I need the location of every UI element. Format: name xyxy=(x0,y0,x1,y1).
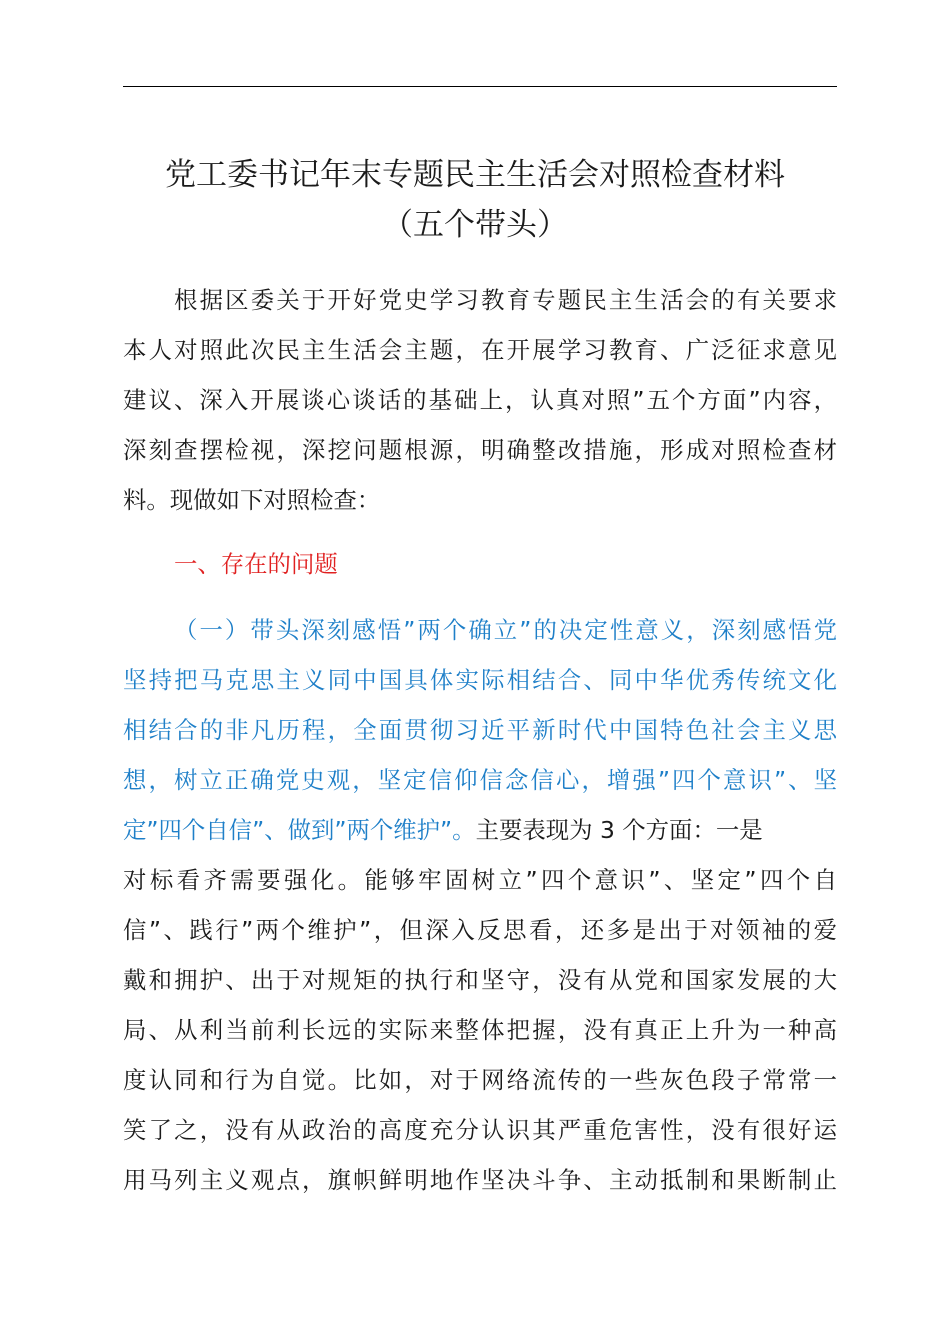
document-title: 党工委书记年末专题民主生活会对照检查材料 xyxy=(165,157,785,193)
intro-line: 深刻查摆检视，深挖问题根源，明确整改措施，形成对照检查材 xyxy=(123,436,837,464)
subsection-line-end: 定”四个自信”、做到”两个维护”。 xyxy=(123,816,476,844)
intro-line: 根据区委关于开好党史学习教育专题民主生活会的有关要求 xyxy=(174,286,837,314)
body-line: 对标看齐需要强化。能够牢固树立”四个意识”、坚定”四个自 xyxy=(123,866,837,894)
body-line: 局、从利当前利长远的实际来整体把握，没有真正上升为一种高 xyxy=(123,1016,837,1044)
subsection-line: 相结合的非凡历程，全面贯彻习近平新时代中国特色社会主义思 xyxy=(123,716,837,744)
body-line: 戴和拥护、出于对规矩的执行和坚守，没有从党和国家发展的大 xyxy=(123,966,837,994)
body-line: 度认同和行为自觉。比如，对于网络流传的一些灰色段子常常一 xyxy=(123,1066,837,1094)
document-subtitle: （五个带头） xyxy=(382,207,568,243)
subsection-line: 坚持把马克思主义同中国具体实际相结合、同中华优秀传统文化 xyxy=(123,666,837,694)
subsection-line: 想，树立正确党史观，坚定信仰信念信心，增强”四个意识”、坚 xyxy=(123,766,837,794)
intro-line: 本人对照此次民主生活会主题，在开展学习教育、广泛征求意见 xyxy=(123,336,837,364)
section-heading: 一、存在的问题 xyxy=(174,550,338,578)
body-line: 笑了之，没有从政治的高度充分认识其严重危害性，没有很好运 xyxy=(123,1116,837,1144)
header-rule xyxy=(123,86,837,87)
body-line: 信”、践行”两个维护”，但深入反思看，还多是出于对领袖的爱 xyxy=(123,916,837,944)
body-line-start: 主要表现为 3 个方面：一是 xyxy=(475,816,763,844)
intro-line: 料。现做如下对照检查： xyxy=(123,486,381,514)
mixed-line xyxy=(123,813,837,847)
subsection-line: （一）带头深刻感悟”两个确立”的决定性意义，深刻感悟党 xyxy=(174,616,837,644)
body-line: 用马列主义观点，旗帜鲜明地作坚决斗争、主动抵制和果断制止 xyxy=(123,1166,837,1194)
intro-line: 建议、深入开展谈心谈话的基础上，认真对照”五个方面”内容， xyxy=(123,386,837,414)
